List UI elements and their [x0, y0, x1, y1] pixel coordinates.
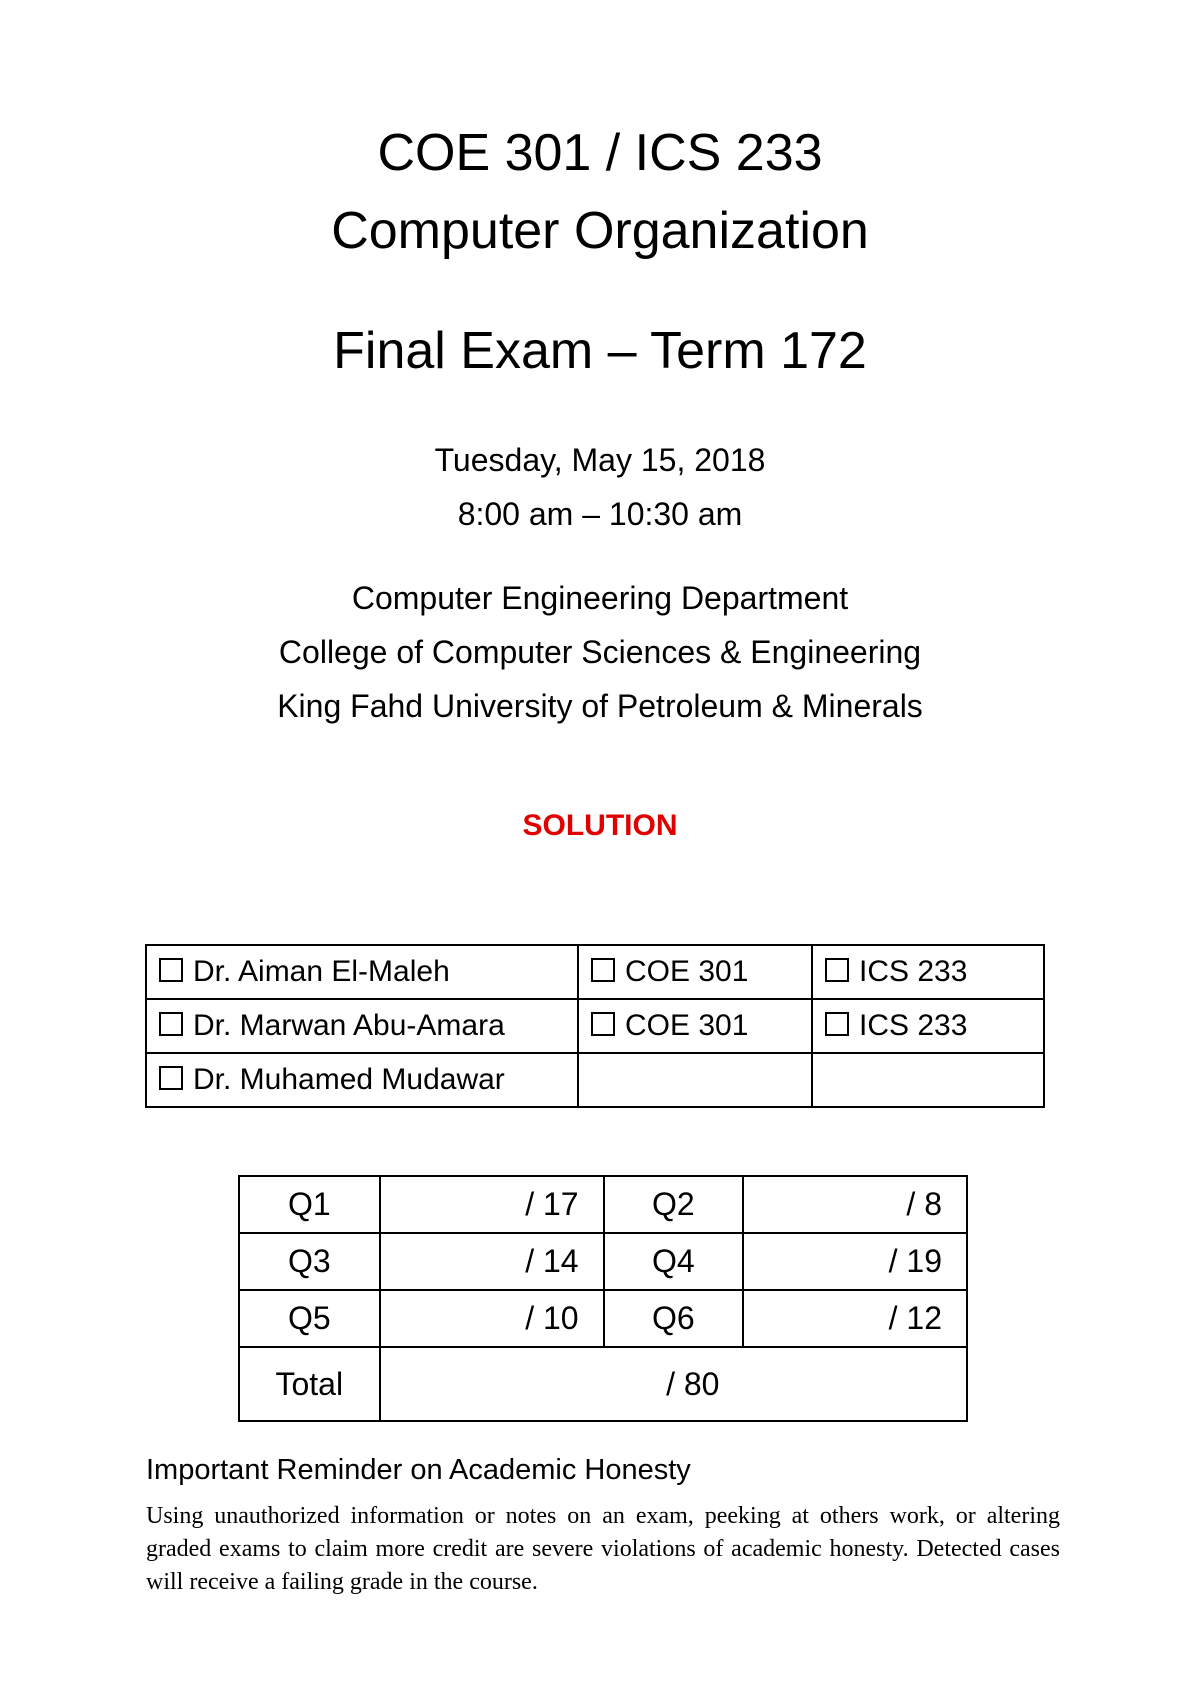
total-label: Total [239, 1347, 380, 1421]
reminder-heading: Important Reminder on Academic Honesty [146, 1454, 691, 1486]
checkbox[interactable] [825, 1012, 849, 1036]
instructor-row [146, 1053, 1044, 1107]
empty-cell [578, 1053, 812, 1107]
total-score-cell[interactable]: / 80 [380, 1347, 967, 1421]
checkbox[interactable] [159, 1012, 183, 1036]
course-cell[interactable] [812, 999, 1044, 1053]
course-cell[interactable] [578, 945, 812, 999]
course-option: ICS 233 [859, 1009, 968, 1042]
question-label: Q1 [239, 1176, 380, 1233]
instructor-row [146, 999, 1044, 1053]
instructor-name: Dr. Aiman El-Maleh [193, 955, 450, 988]
question-label: Q5 [239, 1290, 380, 1347]
question-label: Q4 [604, 1233, 743, 1290]
instructor-name: Dr. Marwan Abu-Amara [193, 1009, 505, 1042]
score-cell[interactable]: / 19 [743, 1233, 967, 1290]
instructor-cell[interactable] [146, 999, 578, 1053]
score-cell[interactable]: / 8 [743, 1176, 967, 1233]
reminder-text: Using unauthorized information or notes on an exam, peeking at others work, or altering graded exams to claim more credit are severe violations of academic honesty. Detected cases will receive a failing grade in the course. [146, 1503, 1060, 1595]
empty-cell [812, 1053, 1044, 1107]
question-label: Q3 [239, 1233, 380, 1290]
question-label: Q6 [604, 1290, 743, 1347]
university: King Fahd University of Petroleum & Minerals [277, 688, 923, 724]
checkbox[interactable] [159, 958, 183, 982]
solution-label: SOLUTION [522, 809, 678, 842]
checkbox[interactable] [591, 958, 615, 982]
checkbox[interactable] [159, 1066, 183, 1090]
course-code: COE 301 / ICS 233 [377, 124, 823, 182]
exam-time: 8:00 am – 10:30 am [457, 496, 743, 532]
checkbox[interactable] [825, 958, 849, 982]
score-cell[interactable]: / 12 [743, 1290, 967, 1347]
instructor-cell[interactable] [146, 1053, 578, 1107]
course-cell[interactable] [812, 945, 1044, 999]
exam-date: Tuesday, May 15, 2018 [434, 442, 766, 478]
department: Computer Engineering Department [351, 580, 849, 616]
instructor-cell[interactable] [146, 945, 578, 999]
course-cell[interactable] [578, 999, 812, 1053]
score-cell[interactable]: / 17 [380, 1176, 604, 1233]
course-option: COE 301 [625, 1009, 749, 1042]
score-row [239, 1233, 967, 1290]
total-row [239, 1347, 967, 1421]
instructor-table [145, 944, 1045, 1108]
course-name: Computer Organization [331, 202, 869, 260]
course-option: COE 301 [625, 955, 749, 988]
college: College of Computer Sciences & Engineering [278, 634, 922, 670]
score-cell[interactable]: / 14 [380, 1233, 604, 1290]
checkbox[interactable] [591, 1012, 615, 1036]
score-cell[interactable]: / 10 [380, 1290, 604, 1347]
exam-title: Final Exam – Term 172 [333, 322, 867, 380]
instructor-row [146, 945, 1044, 999]
question-label: Q2 [604, 1176, 743, 1233]
course-option: ICS 233 [859, 955, 968, 988]
score-table [238, 1175, 968, 1422]
score-row [239, 1176, 967, 1233]
instructor-name: Dr. Muhamed Mudawar [193, 1063, 505, 1096]
score-row [239, 1290, 967, 1347]
